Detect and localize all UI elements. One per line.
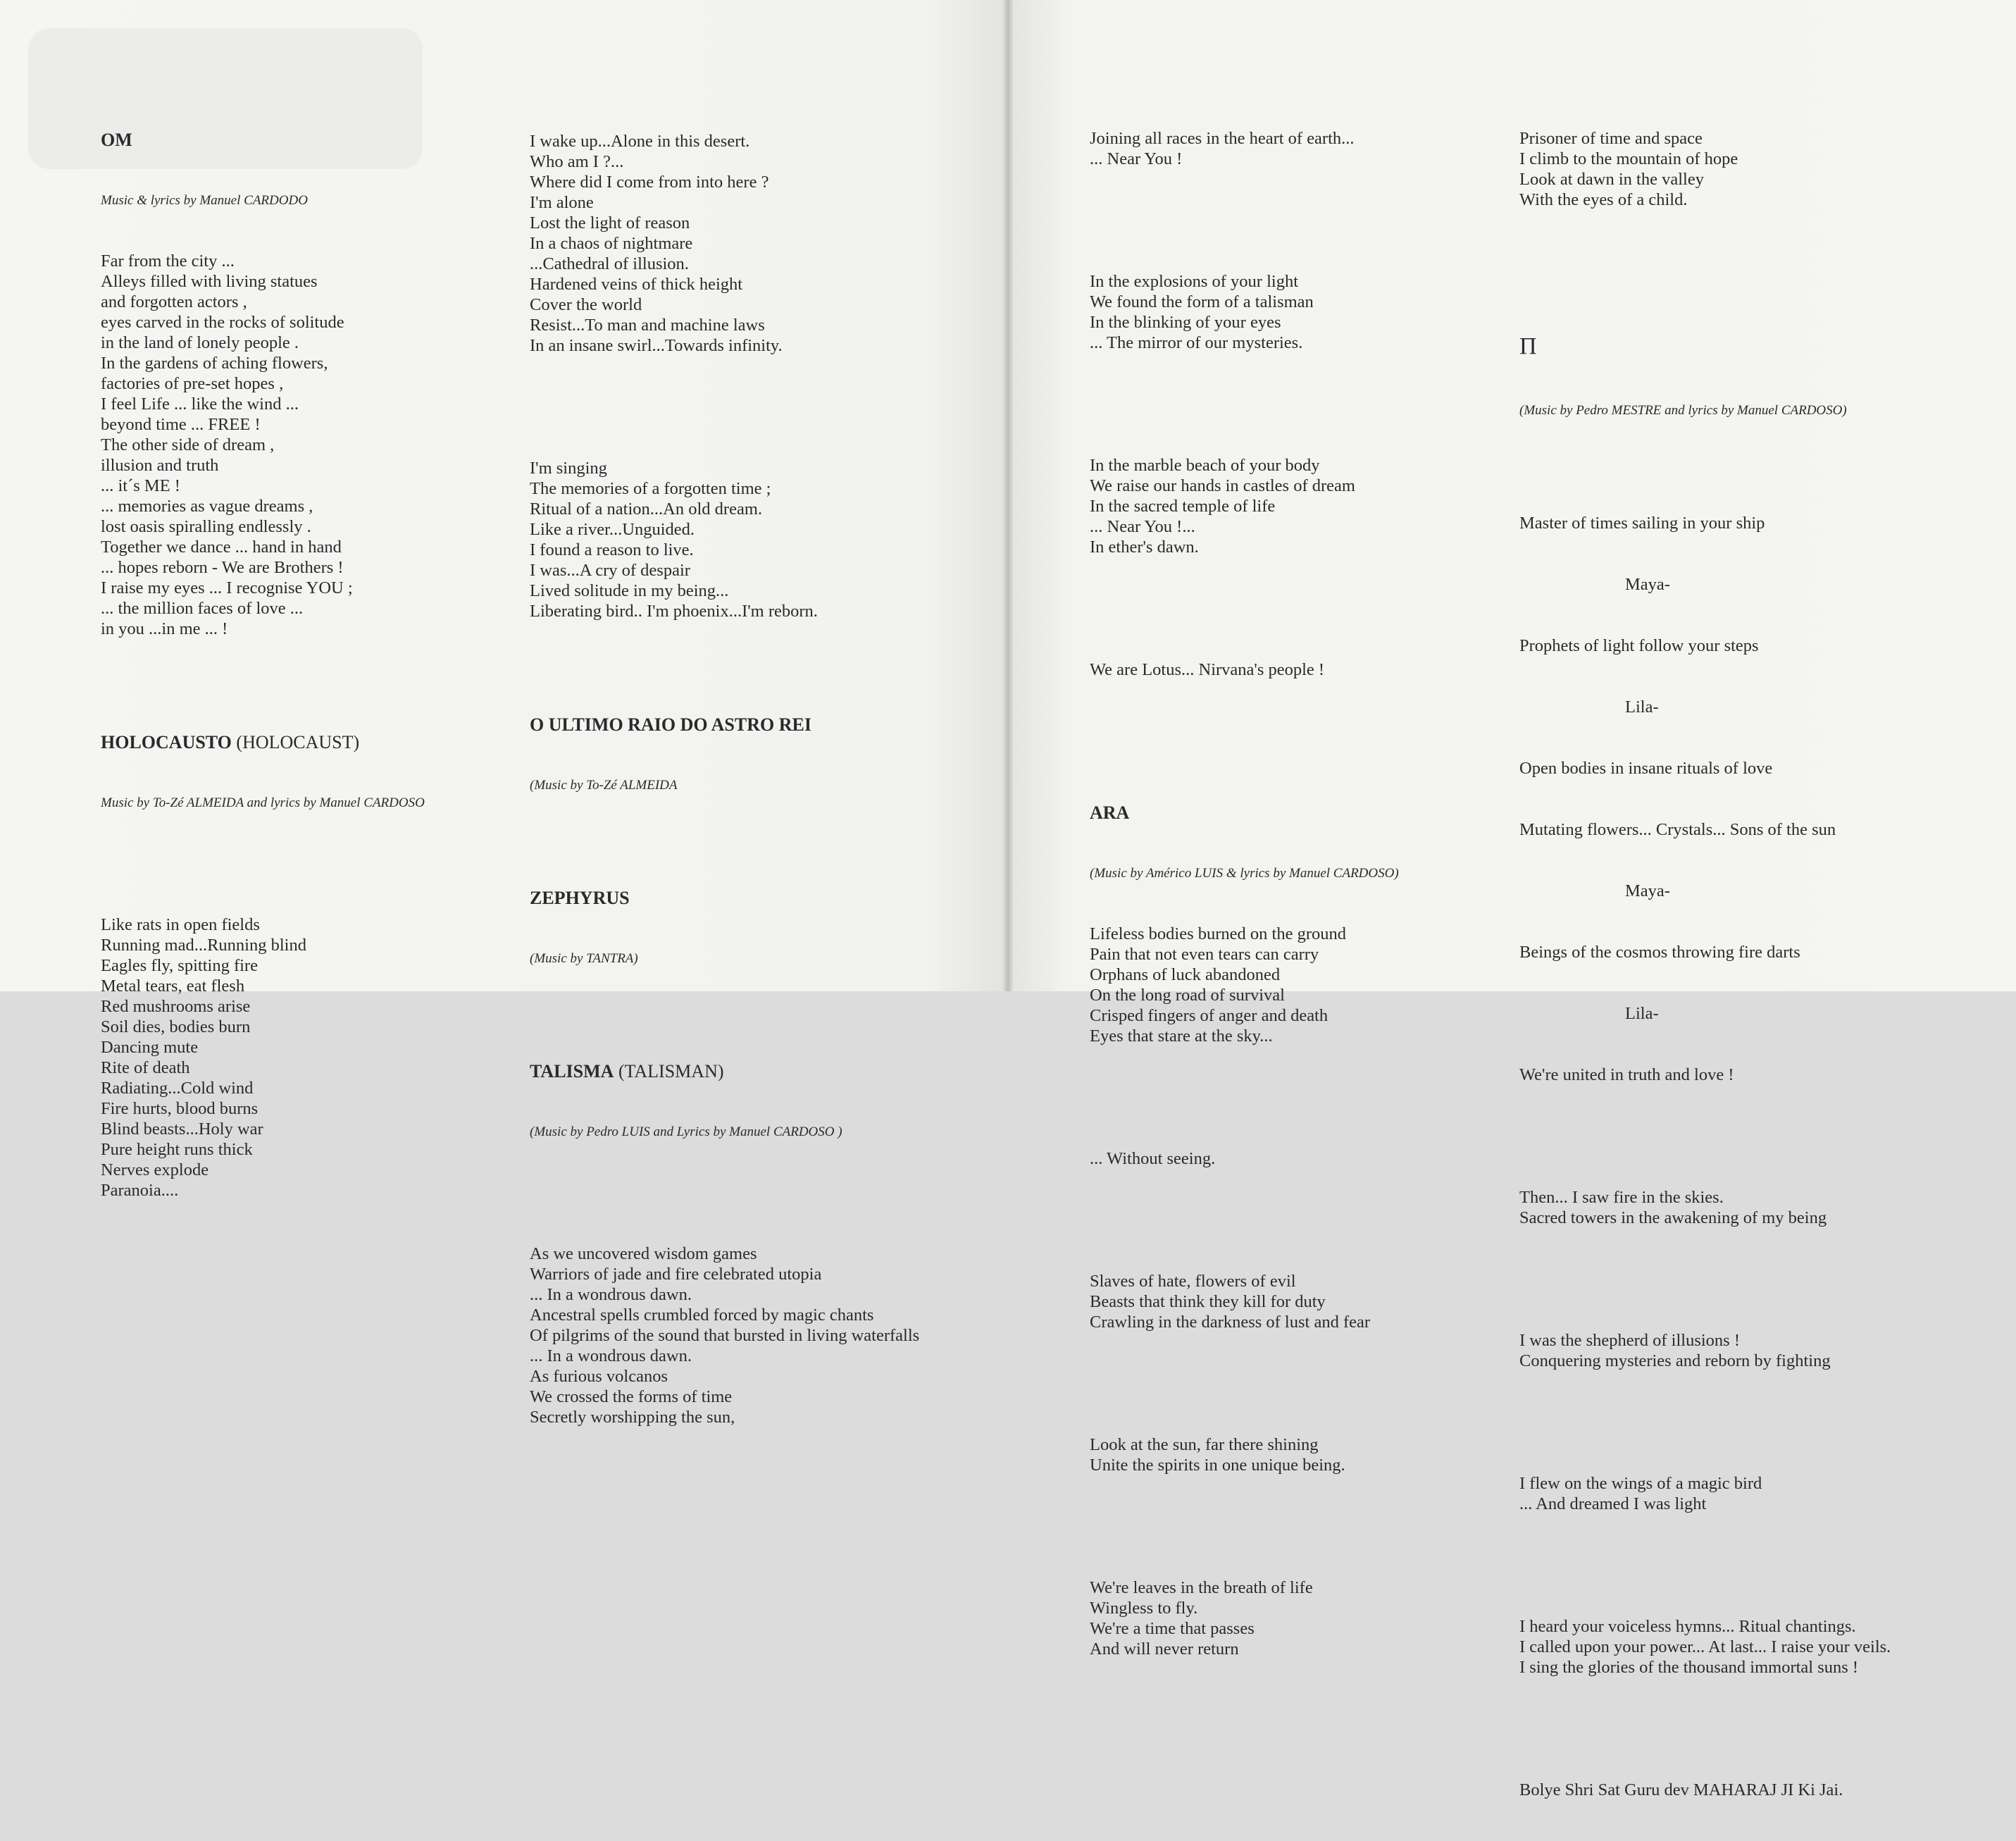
song-subtitle: (TALISMAN) (614, 1061, 724, 1081)
song-credit-pi: (Music by Pedro MESTRE and lyrics by Manuel CARDOSO) (1519, 403, 1847, 418)
lyrics-ara-stanza-5 (1090, 1577, 1491, 1659)
lyric-line: In an insane swirl...Towards infinity. (530, 336, 783, 355)
lyric-line: We're leaves in the breath of life (1090, 1578, 1313, 1597)
lyric-line: Unite the spirits in one unique being. (1090, 1456, 1345, 1475)
lyrics-ara-stanza-2 (1090, 1148, 1491, 1169)
lyric-line: Eyes that stare at the sky... (1090, 1027, 1273, 1046)
lyric-line: Secretly worshipping the sun, (530, 1408, 735, 1427)
lyric-line: Look at the sun, far there shining (1090, 1435, 1319, 1454)
lyric-line: ...Cathedral of illusion. (530, 254, 689, 273)
lyric-line: Eagles fly, spitting fire (101, 956, 258, 975)
lyric-line: Who am I ?... (530, 152, 624, 171)
lyric-line: Metal tears, eat flesh (101, 977, 245, 996)
lyric-line: ... it´s ME ! (101, 476, 180, 495)
lyric-line: Lived solitude in my being... (530, 581, 729, 600)
lyric-line: I was...A cry of despair (530, 561, 690, 580)
lyrics-column-2 (530, 90, 928, 1468)
lyric-line: lost oasis spiralling endlessly . (101, 517, 311, 536)
lyric-line: Running mad...Running blind (101, 936, 306, 955)
lyric-line: We're united in truth and love ! (1519, 1065, 1734, 1084)
lyric-line: beyond time ... FREE ! (101, 415, 261, 434)
song-credit-om: Music & lyrics by Manuel CARDODO (101, 193, 308, 208)
song-title-text: HOLOCAUSTO (101, 732, 232, 752)
lyric-line: Together we dance ... hand in hand (101, 538, 342, 557)
lyric-line: I called upon your power... At last... I raise your veils. (1519, 1637, 1891, 1656)
lyric-line: The memories of a forgotten time ; (530, 479, 771, 498)
lyric-line: With the eyes of a child. (1519, 190, 1688, 209)
lyrics-talisma-stanza-1 (1090, 128, 1491, 169)
lyrics-pi-stanza-4 (1519, 1330, 1924, 1371)
lyric-line: Far from the city ... (101, 252, 235, 271)
song-credit-zephyrus: (Music by TANTRA) (530, 951, 638, 966)
lyric-line: ... The mirror of our mysteries. (1090, 333, 1303, 352)
lyric-line: ... the million faces of love ... (101, 599, 304, 618)
lyric-line: As furious volcanos (530, 1367, 668, 1386)
song-credit-talisma: (Music by Pedro LUIS and Lyrics by Manuel CARDOSO ) (530, 1124, 842, 1139)
lyrics-talisma-stanza-3 (1090, 455, 1491, 557)
lyric-line: Radiating...Cold wind (101, 1079, 254, 1098)
lyrics-column-4 (1519, 87, 1924, 1841)
lyric-line: We found the form of a talisman (1090, 292, 1314, 311)
lyric-line: Rite of death (101, 1058, 190, 1077)
lyrics-holocausto-stanza-2 (530, 458, 928, 621)
lyric-line: On the long road of survival (1090, 986, 1285, 1005)
lyric-line: eyes carved in the rocks of solitude (101, 313, 344, 332)
lyric-line: Red mushrooms arise (101, 997, 251, 1016)
lyric-line: Conquering mysteries and reborn by fighting (1519, 1351, 1831, 1370)
lyric-line: I heard your voiceless hymns... Ritual chantings. (1519, 1617, 1856, 1636)
lyric-line: Blind beasts...Holy war (101, 1120, 263, 1139)
lyric-line: in the land of lonely people . (101, 333, 299, 352)
lyric-line: I'm singing (530, 459, 607, 478)
lyric-line: Paranoia.... (101, 1181, 179, 1200)
lyrics-pi-stanza-5 (1519, 1473, 1924, 1514)
lyric-line: ... And dreamed I was light (1519, 1494, 1707, 1513)
lyric-line: Ancestral spells crumbled forced by magic chants (530, 1306, 874, 1325)
lyrics-holocausto-stanza-1 (530, 131, 928, 356)
lyric-line: I wake up...Alone in this desert. (530, 132, 750, 151)
lyric-line: Dancing mute (101, 1038, 199, 1057)
lyric-line: I was the shepherd of illusions ! (1519, 1331, 1740, 1350)
lyrics-om (101, 251, 523, 639)
lyric-line: Crawling in the darkness of lust and fear (1090, 1313, 1371, 1332)
page-fold (1002, 0, 1014, 991)
lyric-line: Pain that not even tears can carry (1090, 945, 1319, 964)
lyrics-holocausto (101, 915, 523, 1201)
lyric-line: We're a time that passes (1090, 1619, 1255, 1638)
lyric-line: In the gardens of aching flowers, (101, 354, 328, 373)
lyric-line: I climb to the mountain of hope (1519, 149, 1738, 168)
lyric-line: Prisoner of time and space (1519, 129, 1703, 148)
lyrics-column-3 (1090, 87, 1491, 1700)
lyric-line: factories of pre-set hopes , (101, 374, 284, 393)
lyric-line: Nerves explode (101, 1160, 209, 1179)
lyric-line: ... memories as vague dreams , (101, 497, 313, 516)
lyrics-talisma-stanza-2 (1090, 271, 1491, 353)
song-title-talisma (530, 1061, 928, 1082)
lyric-line: I feel Life ... like the wind ... (101, 395, 299, 414)
lyric-line: ... hopes reborn - We are Brothers ! (101, 558, 344, 577)
lyric-line: In the marble beach of your body (1090, 456, 1320, 475)
song-title-text: TALISMA (530, 1061, 614, 1081)
lyric-line: ... In a wondrous dawn. (530, 1285, 692, 1304)
song-title-om: OM (101, 130, 132, 150)
lyric-line: Where did I come from into here ? (530, 173, 769, 192)
song-title-zephyrus: ZEPHYRUS (530, 888, 630, 908)
lyric-line: I raise my eyes ... I recognise YOU ; (101, 578, 353, 597)
lyric-refrain: Maya- (1625, 881, 1670, 900)
lyric-line: Alleys filled with living statues (101, 272, 318, 291)
lyric-line: I sing the glories of the thousand immortal suns ! (1519, 1658, 1859, 1677)
song-title-o-ultimo-raio: O ULTIMO RAIO DO ASTRO REI (530, 714, 811, 735)
lyric-line: I found a reason to live. (530, 540, 694, 559)
lyric-line: Mutating flowers... Crystals... Sons of the sun (1519, 820, 1836, 839)
lyric-line: ... Near You ! (1090, 149, 1183, 168)
closing-line: Bolye Shri Sat Guru dev MAHARAJ JI Ki Jai. (1519, 1780, 1843, 1799)
lyric-line: I'm alone (530, 193, 594, 212)
lyric-line: Warriors of jade and fire celebrated utopia (530, 1265, 822, 1284)
song-title-pi: Π (1519, 333, 1537, 359)
lyrics-ara-stanza-4 (1090, 1434, 1491, 1475)
lyric-line: In the explosions of your light (1090, 272, 1299, 291)
lyric-line: Cover the world (530, 295, 642, 314)
lyric-line: Then... I saw fire in the skies. (1519, 1188, 1724, 1207)
lyrics-column-1 (101, 89, 523, 1241)
lyric-line: And will never return (1090, 1639, 1239, 1659)
song-subtitle: (HOLOCAUST) (231, 732, 360, 752)
lyric-line: Pure height runs thick (101, 1140, 253, 1159)
lyric-line: Open bodies in insane rituals of love (1519, 759, 1773, 778)
lyric-line: The other side of dream , (101, 435, 275, 454)
lyrics-ara-stanza-6 (1519, 128, 1924, 210)
lyric-line: Like a river...Unguided. (530, 520, 695, 539)
lyric-line: In a chaos of nightmare (530, 234, 693, 253)
song-credit-o-ultimo-raio: (Music by To-Zé ALMEIDA (530, 778, 678, 793)
lyric-line: Like rats in open fields (101, 915, 260, 934)
lyrics-pi-stanza-3 (1519, 1187, 1924, 1228)
song-title-holocausto (101, 732, 523, 753)
lyric-line: Resist...To man and machine laws (530, 316, 765, 335)
lyric-line: Sacred towers in the awakening of my being (1519, 1208, 1827, 1227)
lyric-line: In the blinking of your eyes (1090, 313, 1281, 332)
lyrics-ara-stanza-1 (1090, 924, 1491, 1046)
lyric-line: Orphans of luck abandoned (1090, 965, 1281, 984)
lyric-line: In the sacred temple of life (1090, 497, 1276, 516)
lyric-line: Liberating bird.. I'm phoenix...I'm reborn. (530, 602, 818, 621)
song-title-ara: ARA (1090, 802, 1130, 823)
lyric-line: ... In a wondrous dawn. (530, 1346, 692, 1365)
lyric-line: ... Near You !... (1090, 517, 1195, 536)
lyric-line: Slaves of hate, flowers of evil (1090, 1272, 1296, 1291)
lyric-refrain: Lila- (1625, 698, 1659, 717)
lyric-line: Lost the light of reason (530, 213, 690, 233)
lyric-line: In ether's dawn. (1090, 538, 1199, 557)
lyric-line: Fire hurts, blood burns (101, 1099, 259, 1118)
lyric-line: Soil dies, bodies burn (101, 1017, 251, 1036)
lyric-line: Prophets of light follow your steps (1519, 636, 1759, 655)
song-credit-ara: (Music by Américo LUIS & lyrics by Manuel CARDOSO) (1090, 866, 1399, 881)
lyric-line: in you ...in me ... ! (101, 619, 228, 638)
lyric-line: We raise our hands in castles of dream (1090, 476, 1355, 495)
lyric-line: Joining all races in the heart of earth... (1090, 129, 1355, 148)
lyric-line: ... Without seeing. (1090, 1149, 1216, 1168)
lyric-line: and forgotten actors , (101, 292, 247, 311)
lyric-line: Ritual of a nation...An old dream. (530, 500, 762, 519)
lyric-line: Look at dawn in the valley (1519, 170, 1704, 189)
lyric-line: Of pilgrims of the sound that bursted in living waterfalls (530, 1326, 920, 1345)
lyric-line: Crisped fingers of anger and death (1090, 1006, 1329, 1025)
lyric-line: Wingless to fly. (1090, 1599, 1198, 1618)
lyric-refrain: Maya- (1625, 575, 1670, 594)
lyrics-ara-stanza-3 (1090, 1271, 1491, 1332)
lyric-line: Beings of the cosmos throwing fire darts (1519, 943, 1800, 962)
lyrics-pi-stanza-6 (1519, 1616, 1924, 1678)
lyric-line: We crossed the forms of time (530, 1387, 733, 1406)
lyrics-talisma-stanza-4 (1090, 659, 1491, 680)
lyric-line: Master of times sailing in your ship (1519, 514, 1765, 533)
lyrics-talisma (530, 1244, 928, 1427)
song-credit-holocausto: Music by To-Zé ALMEIDA and lyrics by Manuel CARDOSO (101, 795, 425, 810)
lyric-line: illusion and truth (101, 456, 219, 475)
lyric-line: Lifeless bodies burned on the ground (1090, 924, 1347, 943)
lyric-refrain: Lila- (1625, 1004, 1659, 1023)
lyric-line: We are Lotus... Nirvana's people ! (1090, 660, 1325, 679)
lyric-line: Hardened veins of thick height (530, 275, 743, 294)
lyric-line: I flew on the wings of a magic bird (1519, 1474, 1762, 1493)
lyric-line: As we uncovered wisdom games (530, 1244, 757, 1263)
lyric-line: Beasts that think they kill for duty (1090, 1292, 1326, 1311)
